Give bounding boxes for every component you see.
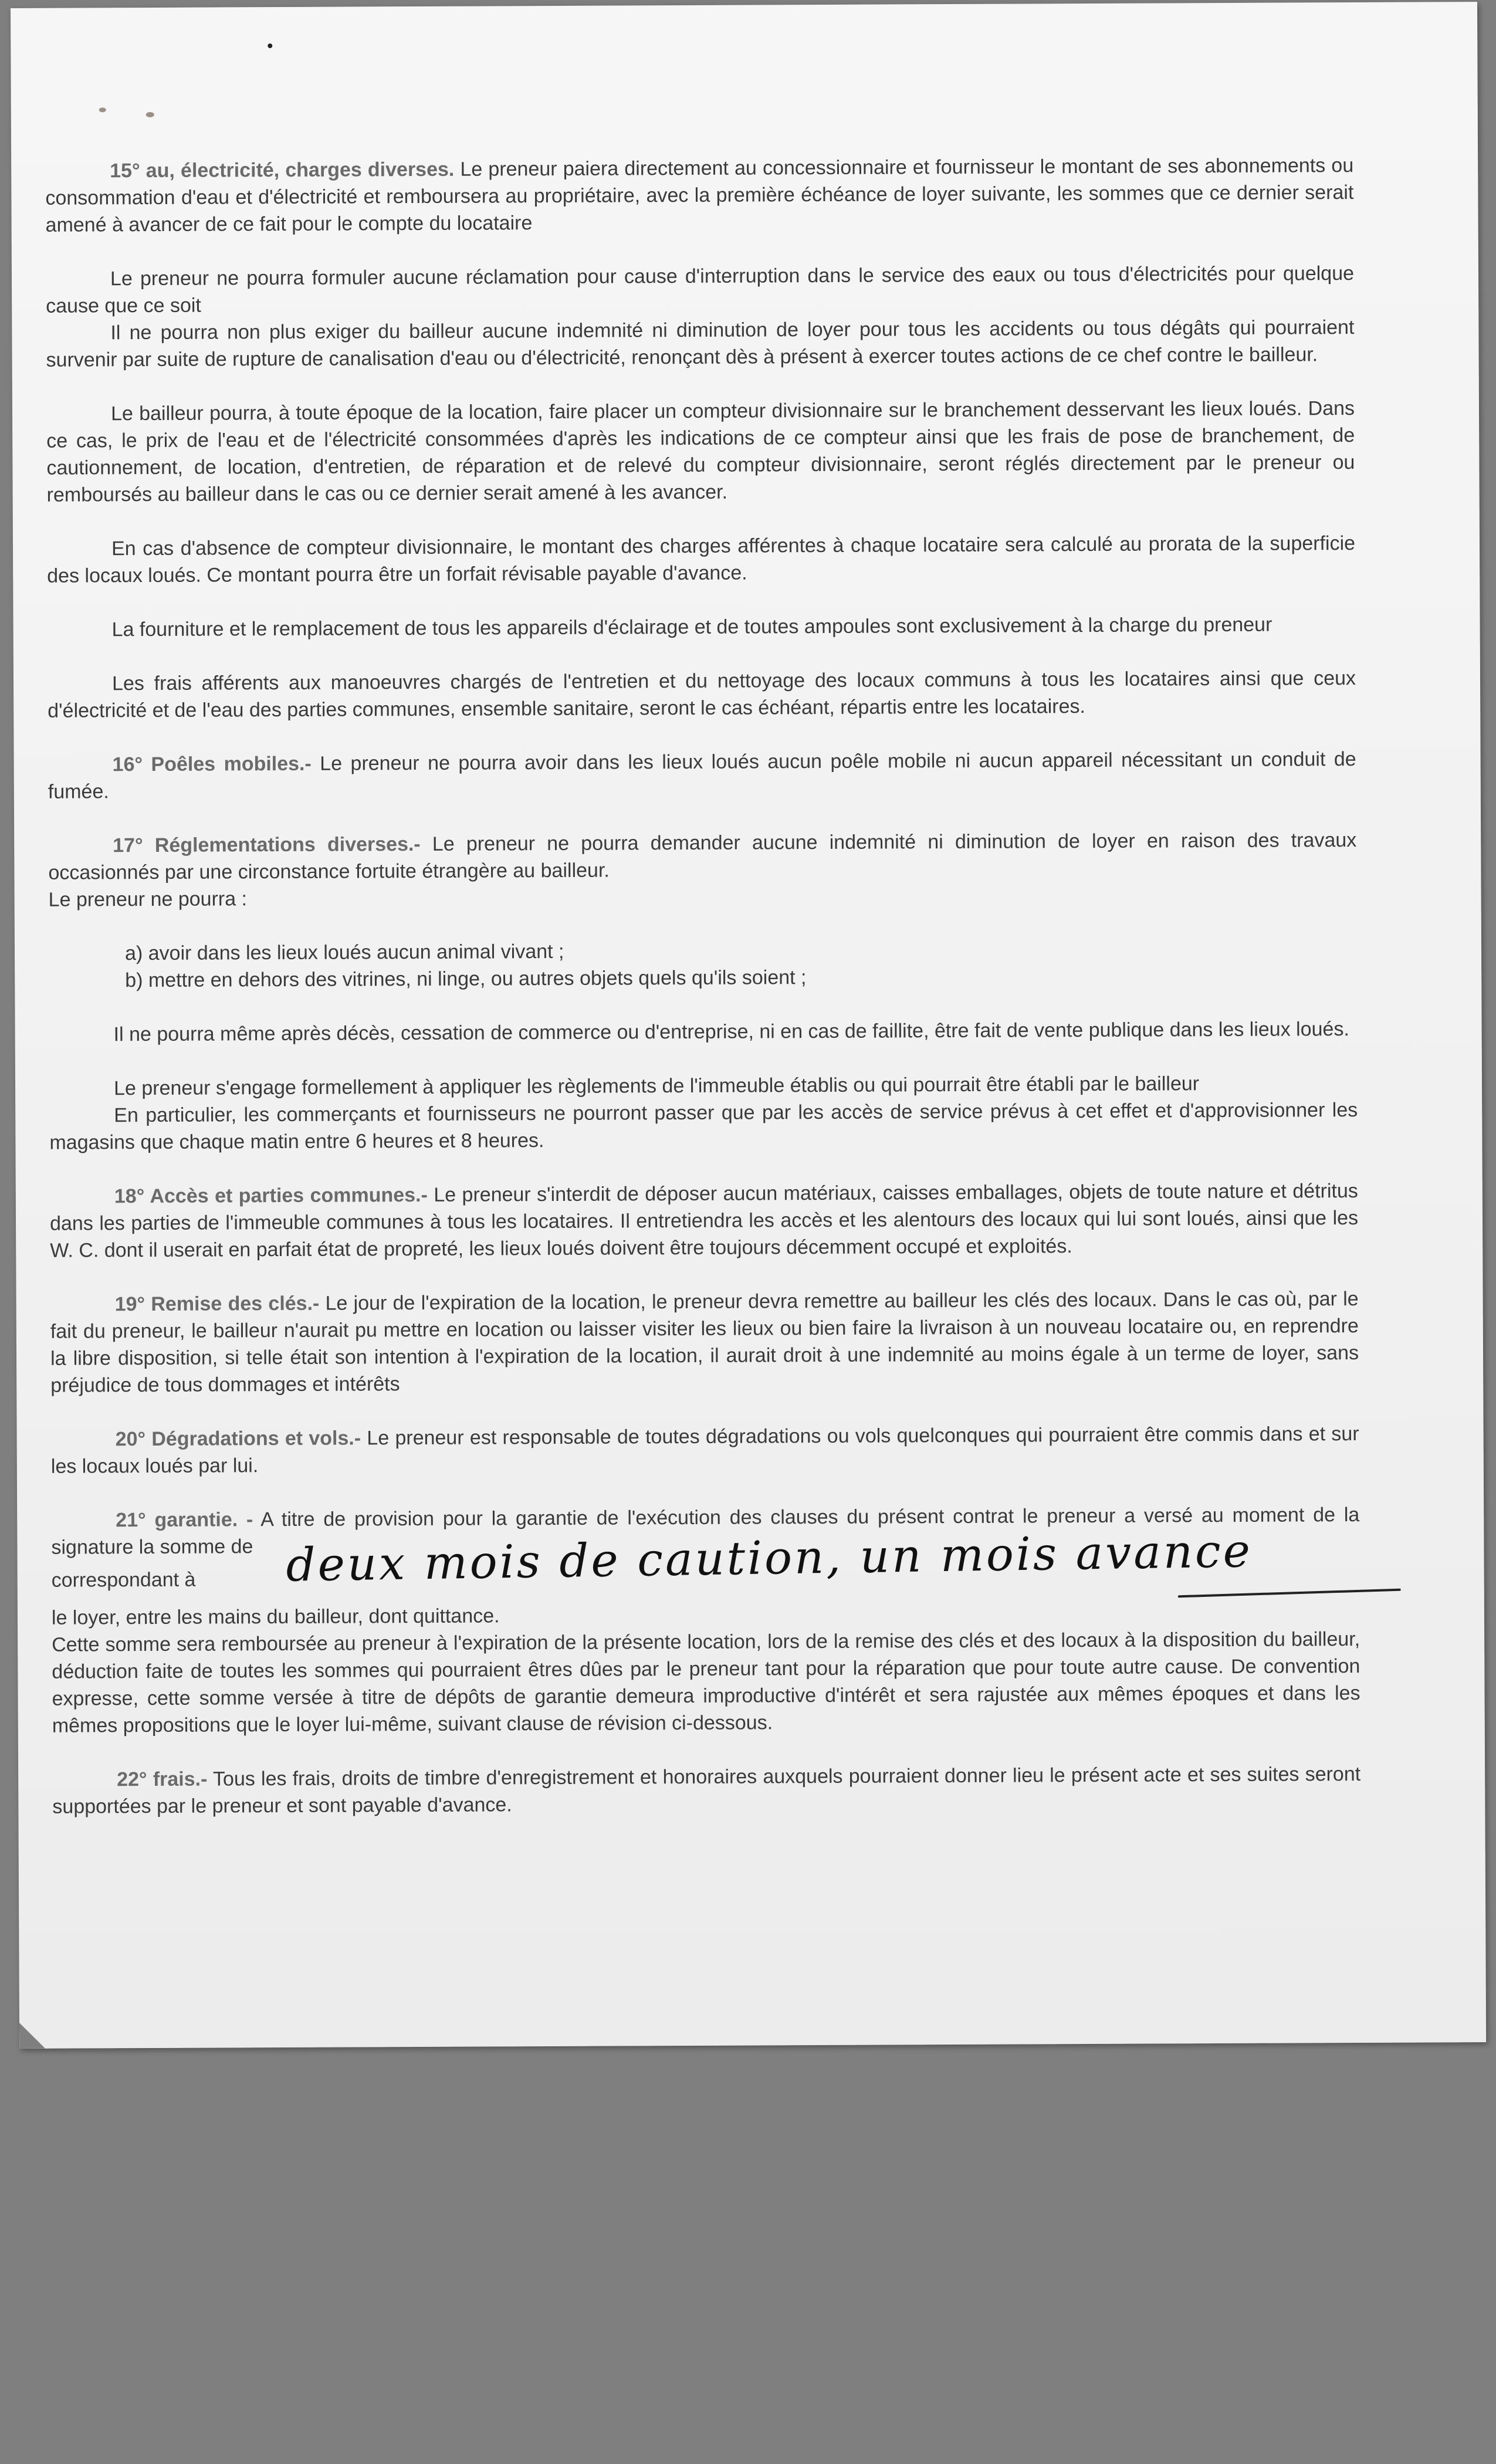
- document-page: [11, 2, 1486, 2049]
- clause-heading: 21° garantie. -: [116, 1508, 253, 1532]
- restriction-list: [49, 935, 1357, 994]
- handwritten-underline: [1178, 1589, 1401, 1598]
- clause-heading: 15° au, électricité, charges diverses.: [110, 158, 455, 182]
- ink-smudge: [268, 43, 272, 48]
- clause-heading: 19° Remise des clés.-: [114, 1292, 320, 1316]
- paragraph: La fourniture et le remplacement de tous les appareils d'éclairage et de toutes ampoules sont exclusivement à la charge du preneur: [111, 613, 1272, 641]
- clause-heading: 17° Réglementations diverses.-: [113, 832, 421, 857]
- paragraph: 18° Accès et parties communes.- Le preneur s'interdit de déposer aucun matériaux, caisses emballages, objets de toute nature et détritus dans les parties de l'immeuble communes à tous les locataires. Il entretiendra les accès et les alentours des locaux qui lui sont loués, ainsi que les W. C. dont il userait en parfait état de propreté, les lieux loués doivent être toujours décemment occupé et exploités.: [49, 1179, 1359, 1262]
- contract-text: [45, 152, 1361, 1847]
- paragraph: 17° Réglementations diverses.- Le preneur ne pourra demander aucune indemnité ni diminution de loyer en raison des travaux occasionnés par une circonstance fortuite étrangère au bailleur.: [48, 829, 1357, 884]
- paragraph: Cette somme sera remboursée au preneur à l'expiration de la présente location, lors de la remise des clés et des locaux à la disposition du bailleur, déduction faite de toutes les sommes qui pourraient êtres dûes par le preneur tant pour la réparation que pour toute autre cause. De convention expresse, cette somme versée à titre de dépôts de garantie demeura improductive d'intérêt et sera rajustée aux mêmes époques et dans les mêmes propositions que le loyer lui-même, suivant clause de révision ci-dessous.: [52, 1627, 1360, 1737]
- paragraph: Il ne pourra même après décès, cessation de commerce ou d'entreprise, ni en cas de faillite, être fait de vente publique dans les lieux loués.: [113, 1018, 1349, 1046]
- paragraph: 15° au, électricité, charges diverses. Le preneur paiera directement au concessionnaire et fournisseur le montant de ses abonnements ou consommation d'eau et d'électricité et remboursera au propriétaire, avec la première échéance de loyer suivante, les sommes que ce dernier serait amené à avancer de ce fait pour le compte du locataire: [45, 154, 1354, 236]
- ink-smudge: [146, 112, 154, 117]
- paragraph: 16° Poêles mobiles.- Le preneur ne pourra avoir dans les lieux loués aucun poêle mobile ni aucun appareil nécessitant un conduit de fumée.: [48, 748, 1356, 803]
- paragraph: Les frais afférents aux manoeuvres chargés de l'entretien et du nettoyage des locaux communs à tous les locataires ainsi que ceux d'électricité et de l'eau des parties communes, ensemble sanitaire, seront le cas échéant, répartis entre les locataires.: [48, 667, 1356, 722]
- paragraph: 21° garantie. - A titre de provision pour la garantie de l'exécution des clauses du présent contrat le preneur a versé au moment de la signature la somme de: [51, 1503, 1360, 1559]
- paragraph: le loyer, entre les mains du bailleur, dont quittance.: [51, 1605, 500, 1629]
- clause-heading: 20° Dégradations et vols.-: [115, 1427, 361, 1451]
- guarantee-label: correspondant à: [51, 1568, 196, 1592]
- paragraph: Il ne pourra non plus exiger du bailleur aucune indemnité ni diminution de loyer pour tous les accidents ou tous dégâts qui pourraient survenir par suite de rupture de canalisation d'eau ou d'électricité, renonçant dès à présent à exercer toutes actions de ce chef contre le bailleur.: [46, 316, 1355, 371]
- paragraph: En cas d'absence de compteur divisionnaire, le montant des charges afférentes à chaque locataire sera calculé au prorata de la superficie des locaux loués. Ce montant pourra être un forfait révisable payable d'avance.: [47, 532, 1356, 587]
- folded-corner: [19, 2023, 45, 2049]
- paragraph: Le bailleur pourra, à toute époque de la location, faire placer un compteur divisionnaire sur le branchement desservant les lieux loués. Dans ce cas, le prix de l'eau et de l'électricité consommées d'après les indications de ce compteur ainsi que les frais de pose de branchement, de cautionnement, de location, d'entretien, de réparation et de relevé du compteur divisionnaire, seront réglés directement par le preneur ou remboursés au bailleur dans le cas ou ce dernier serait amené à les avancer.: [46, 397, 1355, 506]
- ink-smudge: [99, 107, 106, 112]
- paragraph: 22° frais.- Tous les frais, droits de timbre d'enregistrement et honoraires auxquels pourraient donner lieu le présent acte et ses suites seront supportées par le preneur et sont payable d'avance.: [52, 1762, 1361, 1818]
- handwritten-amount: deux mois de caution, un mois avance: [285, 1525, 1253, 1592]
- paragraph: Le preneur ne pourra formuler aucune réclamation pour cause d'interruption dans le service des eaux ou tous d'électricités pour quelque cause que ce soit: [46, 262, 1355, 317]
- paragraph: Le preneur s'engage formellement à appliquer les règlements de l'immeuble établis ou qui pourrait être établi par le bailleur: [113, 1072, 1200, 1100]
- clause-heading: 16° Poêles mobiles.-: [112, 752, 312, 776]
- paragraph: Le preneur ne pourra :: [48, 888, 248, 911]
- list-item: b) mettre en dehors des vitrines, ni linge, ou autres objets quels qu'ils soient ;: [125, 966, 807, 992]
- clause-heading: 18° Accès et parties communes.-: [114, 1183, 428, 1208]
- list-item: a) avoir dans les lieux loués aucun animal vivant ;: [124, 940, 564, 965]
- paragraph: 20° Dégradations et vols.- Le preneur est responsable de toutes dégradations ou vols quelconques qui pourraient être commis dans et sur les locaux loués par lui.: [50, 1422, 1359, 1478]
- paragraph: 19° Remise des clés.- Le jour de l'expiration de la location, le preneur devra remettre au bailleur les clés des locaux. Dans le cas où, par le fait du preneur, le bailleur n'aurait pu mettre en location ou laisser visiter les lieux ou bien faire la livraison à un nouveau locataire ou, en reprendre la libre disposition, si telle était son intention à l'expiration de la location, il aurait droit à une indemnité au moins égale à un terme de loyer, sans préjudice de tous dommages et intérêts: [50, 1287, 1359, 1397]
- clause-heading: 22° frais.-: [117, 1768, 208, 1791]
- paragraph: En particulier, les commerçants et fournisseurs ne pourront passer que par les accès de service prévus à cet effet et d'approvisionner les magasins que chaque matin entre 6 heures et 8 heures.: [49, 1098, 1358, 1154]
